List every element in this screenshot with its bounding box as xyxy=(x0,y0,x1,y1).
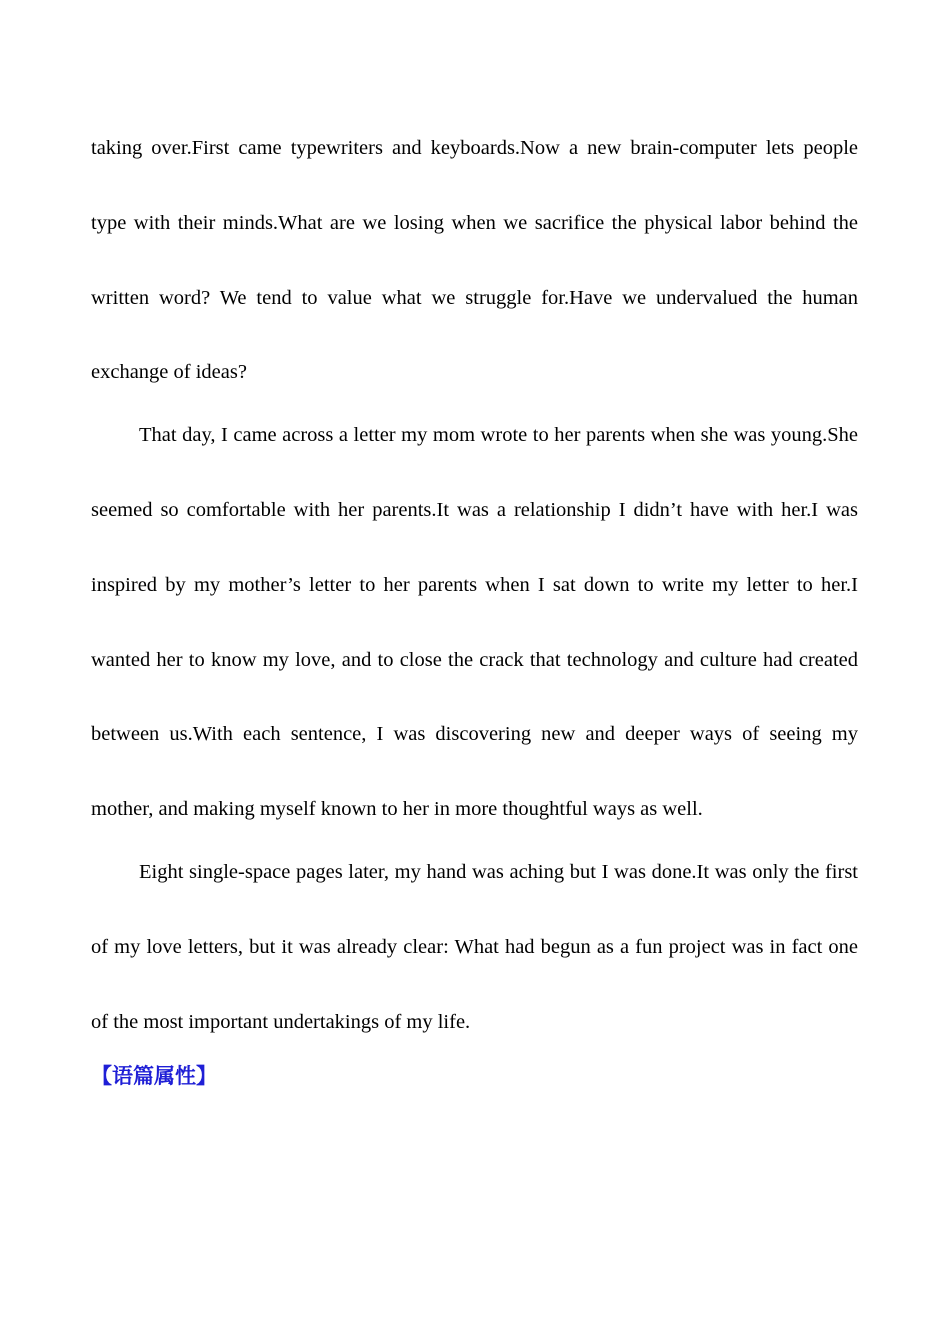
section-heading: 【语篇属性】 xyxy=(91,1064,217,1089)
paragraph-mother-letter: That day, I came across a letter my mom wrote to her parents when she was young.She seemed so comfortable with her parents.It was a relationship I didn’t have with her.I was inspired by my mother’s letter to her parents when I sat down to write my letter to her.I wanted her to know my love, and to close the crack that technology and culture had created between us.With each sentence, I was discovering new and deeper ways of seeing my mother, and making myself known to her in more thoughtful ways as well. xyxy=(91,424,858,821)
document-body xyxy=(91,111,858,1089)
paragraph-conclusion: Eight single-space pages later, my hand was aching but I was done.It was only the first of my love letters, but it was already clear: What had begun as a fun project was in fact one of the most important undertakings of my life. xyxy=(91,860,858,1033)
paragraph-continuation: taking over.First came typewriters and keyboards.Now a new brain-computer lets people type with their minds.What are we losing when we sacrifice the physical labor behind the written word? We tend to value what we struggle for.Have we undervalued the human exchange of ideas? xyxy=(91,137,858,384)
